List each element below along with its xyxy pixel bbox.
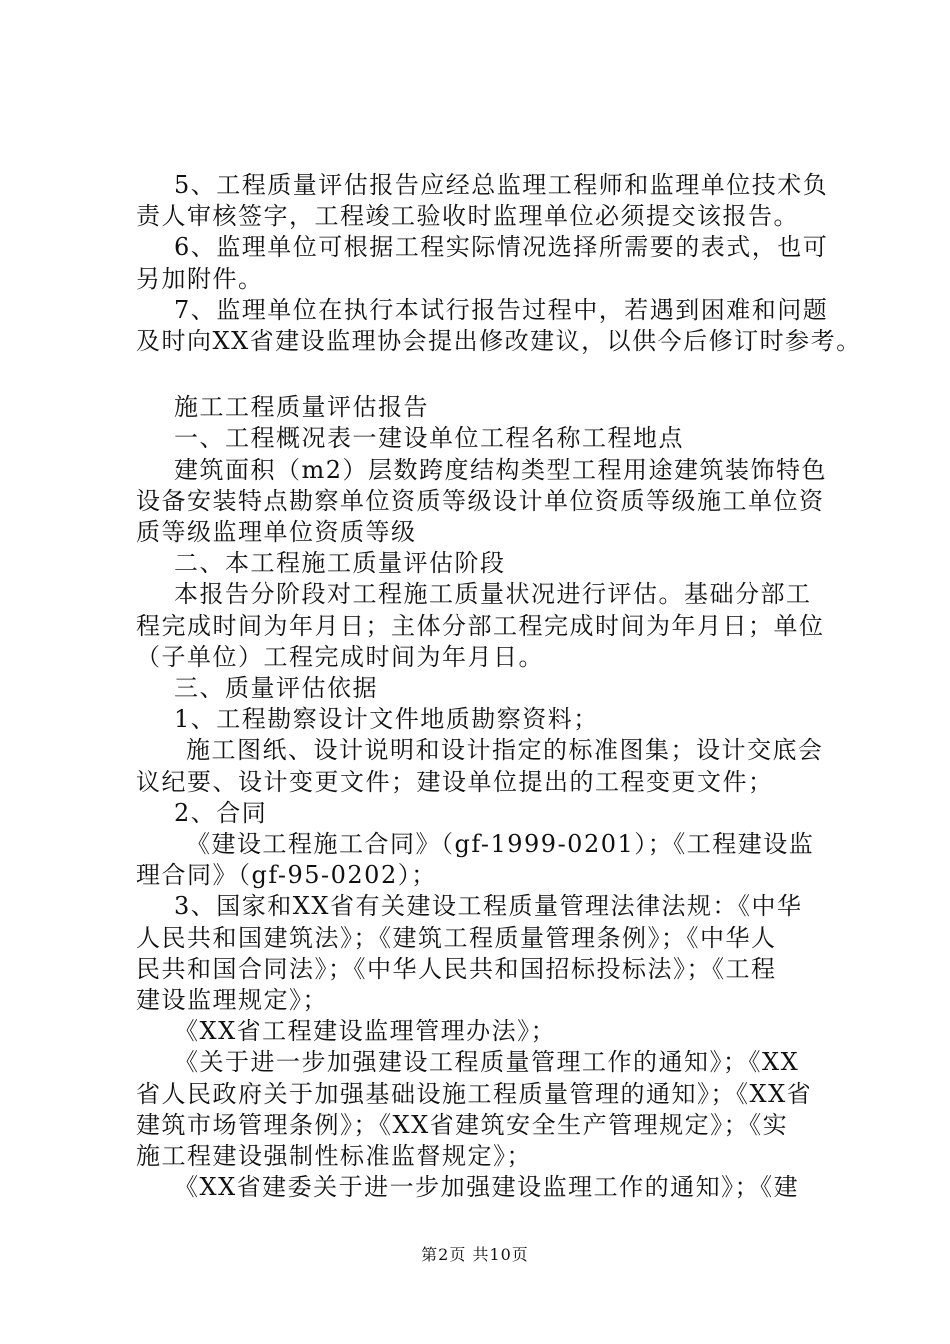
- paragraph-line: 建设监理规定》；: [136, 986, 328, 1015]
- paragraph-line: 民共和国合同法》；《中华人民共和国招标投标法》；《工程: [136, 954, 777, 983]
- paragraph-line: 设备安装特点勘察单位资质等级设计单位资质等级施工单位资: [136, 486, 825, 515]
- paragraph-line: 责人审核签字，工程竣工验收时监理单位必须提交该报告。: [136, 202, 799, 231]
- paragraph-line: 及时向XX省建设监理协会提出修改建议，以供今后修订时参考。: [136, 327, 862, 356]
- paragraph-line: 施工程建设强制性标准监督规定》；: [136, 1142, 532, 1171]
- paragraph-line: 议纪要、设计变更文件；建设单位提出的工程变更文件；: [136, 767, 774, 796]
- section-heading: 三、质量评估依据: [174, 674, 378, 703]
- paragraph-line: 《关于进一步加强建设工程质量管理工作的通知》；《XX: [174, 1048, 800, 1077]
- document-body: [136, 170, 862, 1204]
- paragraph-line: 施工图纸、设计说明和设计指定的标准图集；设计交底会: [186, 736, 824, 765]
- page-number-footer: 第2页 共10页: [421, 1245, 529, 1264]
- paragraph-line: 《XX省工程建设监理管理办法》；: [174, 1017, 557, 1046]
- paragraph-line: 人民共和国建筑法》；《建筑工程质量管理条例》；《中华人: [136, 923, 777, 952]
- paragraph-line: 省人民政府关于加强基础设施工程质量管理的通知》；《XX省: [136, 1079, 813, 1108]
- report-title: 施工工程质量评估报告: [174, 393, 429, 422]
- paragraph-line: 建筑面积（m2）层数跨度结构类型工程用途建筑装饰特色: [174, 455, 828, 484]
- paragraph-line: 质等级监理单位资质等级: [136, 518, 417, 547]
- paragraph-line: 程完成时间为年月日；主体分部工程完成时间为年月日；单位: [136, 611, 825, 640]
- paragraph-line: （子单位）工程完成时间为年月日。: [136, 642, 544, 671]
- list-item: 1、工程勘察设计文件地质勘察资料；: [174, 705, 599, 734]
- list-item: 3、国家和XX省有关建设工程质量管理法律法规：《中华: [174, 892, 803, 921]
- paragraph-line: 6、监理单位可根据工程实际情况选择所需要的表式，也可: [174, 233, 829, 262]
- paragraph-line: 《XX省建委关于进一步加强建设监理工作的通知》；《建: [174, 1173, 800, 1202]
- section-heading: 一、工程概况表一建设单位工程名称工程地点: [174, 424, 684, 453]
- paragraph-line: 理合同》（gf-95-0202）；: [136, 861, 437, 890]
- list-item: 2、合同: [174, 798, 268, 827]
- paragraph-line: 5、工程质量评估报告应经总监理工程师和监理单位技术负: [174, 171, 829, 199]
- paragraph-line: 7、监理单位在执行本试行报告过程中，若遇到困难和问题: [174, 295, 829, 324]
- paragraph-line: 《建设工程施工合同》（gf-1999-0201）；《工程建设监: [186, 830, 815, 859]
- section-heading: 二、本工程施工质量评估阶段: [174, 549, 506, 578]
- paragraph-line: 建筑市场管理条例》；《XX省建筑安全生产管理规定》；《实: [136, 1110, 789, 1139]
- paragraph-line: 本报告分阶段对工程施工质量状况进行评估。基础分部工: [174, 580, 812, 609]
- paragraph-line: 另加附件。: [136, 264, 264, 293]
- section-gap: [136, 357, 836, 392]
